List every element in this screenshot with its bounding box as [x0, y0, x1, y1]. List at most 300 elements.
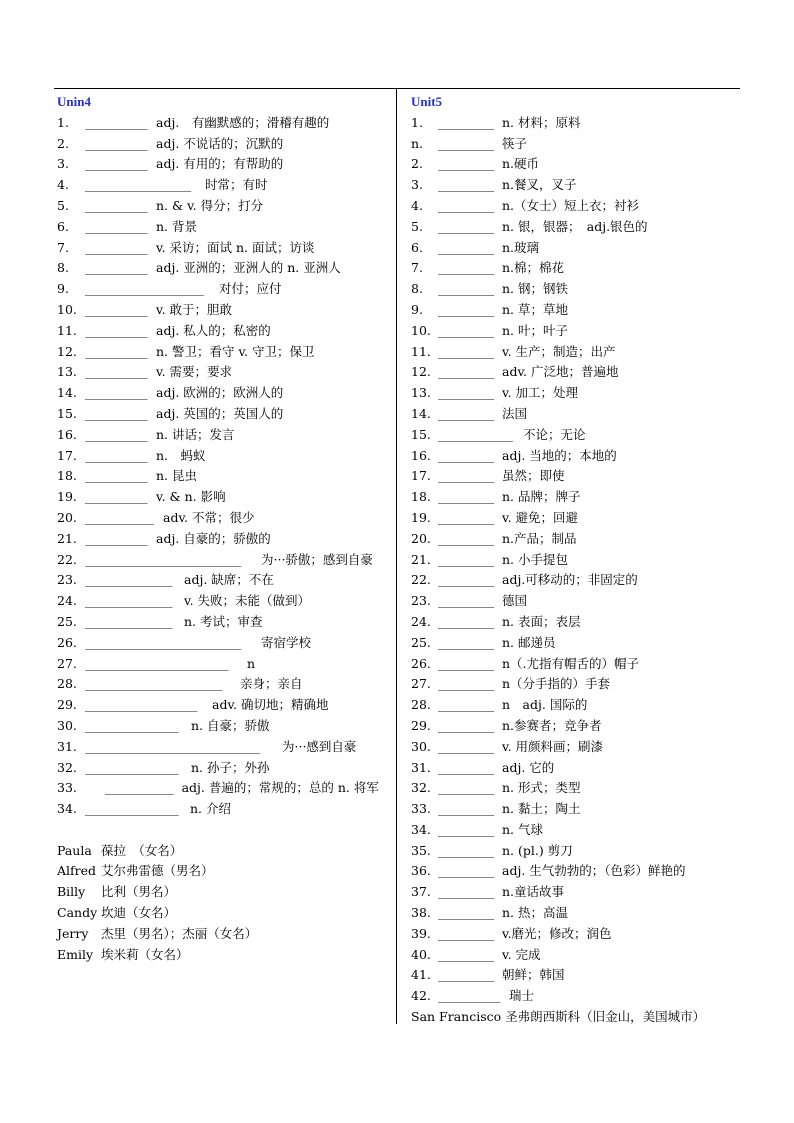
item-definition: n.童话故事 — [502, 884, 565, 900]
item-number: 18. — [411, 489, 431, 505]
unit4-item — [57, 342, 387, 363]
item-number: 30. — [57, 717, 77, 733]
item-number: 3. — [411, 177, 423, 193]
item-number: 40. — [411, 946, 431, 962]
unit5-column — [411, 92, 737, 1028]
item-blank: ____________________________ — [85, 738, 260, 754]
san-francisco-entry: San Francisco 圣弗朗西斯科（旧金山，美国城市） — [411, 1009, 706, 1025]
item-number: 15. — [57, 405, 77, 421]
item-definition: n. 警卫；看守 v. 守卫；保卫 — [156, 343, 315, 359]
unit4-item — [57, 529, 387, 550]
item-number: 21. — [411, 551, 431, 567]
item-blank: _________ — [438, 218, 495, 234]
item-definition: n（分手指的）手套 — [502, 676, 611, 692]
item-blank: __________ — [85, 405, 148, 421]
item-blank: __________ — [85, 426, 148, 442]
item-definition: n — [247, 655, 256, 671]
item-definition: adj. 有用的；有帮助的 — [156, 156, 284, 172]
item-definition: adj. 缺席；不在 — [184, 572, 274, 588]
unit5-item — [411, 778, 737, 799]
item-definition: n. 形式；类型 — [502, 780, 581, 796]
unit4-item — [57, 175, 387, 196]
item-number: 25. — [411, 634, 431, 650]
item-definition: 虽然；即使 — [502, 468, 565, 484]
name-chinese: 比利（男名） — [101, 884, 177, 900]
name-chinese: 葆拉 （女名） — [101, 842, 183, 858]
unit4-word-list — [57, 113, 387, 779]
item-definition: adj. 不说话的；沉默的 — [156, 135, 284, 151]
unit4-item — [57, 716, 387, 737]
item-blank: __________ — [438, 988, 501, 1004]
item-number: 1. — [57, 114, 69, 130]
item-number: 7. — [411, 260, 423, 276]
item-blank: _________ — [438, 676, 495, 692]
item-definition: 时常；有时 — [205, 177, 268, 193]
unit4-item — [57, 134, 387, 155]
item-definition: n. 草；草地 — [502, 301, 568, 317]
unit5-item — [411, 986, 737, 1007]
item-blank: _________ — [438, 613, 495, 629]
item-number: 5. — [57, 197, 69, 213]
item-number: 17. — [411, 468, 431, 484]
unit5-item — [411, 175, 737, 196]
item-definition: v. 失败；未能（做到） — [184, 593, 311, 609]
item-number: 32. — [57, 759, 77, 775]
unit5-item — [411, 924, 737, 945]
unit5-item — [411, 654, 737, 675]
item-blank: __________ — [85, 322, 148, 338]
item-blank: ______________ — [85, 613, 173, 629]
unit5-item — [411, 196, 737, 217]
item-number: 15. — [411, 426, 431, 442]
unit4-item — [57, 695, 387, 716]
item-blank: _________ — [438, 405, 495, 421]
item-blank: _________ — [438, 530, 495, 546]
unit4-item — [57, 591, 387, 612]
name-english: Paula — [57, 842, 92, 858]
unit5-item — [411, 758, 737, 779]
unit4-item — [57, 654, 387, 675]
unit5-item — [411, 591, 737, 612]
name-english: Jerry — [57, 925, 89, 941]
unit5-item — [411, 841, 737, 862]
unit4-item — [57, 466, 387, 487]
unit4-item — [57, 238, 387, 259]
unit5-item — [411, 861, 737, 882]
item-blank: _________ — [438, 738, 495, 754]
unit5-item — [411, 134, 737, 155]
item-number: 2. — [57, 135, 69, 151]
item-blank: _________ — [438, 780, 495, 796]
name-chinese: 埃米莉（女名） — [101, 946, 189, 962]
item-blank: ____________ — [438, 426, 513, 442]
item-definition: n. 昆虫 — [156, 468, 197, 484]
item-number: n. — [411, 135, 424, 151]
item-definition: n. 邮递员 — [502, 634, 556, 650]
item-number: 5. — [411, 218, 423, 234]
unit4-item — [57, 279, 387, 300]
item-number: 4. — [411, 197, 423, 213]
item-number: 33. — [411, 801, 431, 817]
unit4-item — [57, 383, 387, 404]
unit5-item — [411, 113, 737, 134]
unit4-item — [57, 425, 387, 446]
item-blank: _________ — [438, 967, 495, 983]
item-definition: n. (pl.) 剪刀 — [502, 842, 573, 858]
item-blank: ___________________ — [85, 281, 204, 297]
unit4-item — [57, 508, 387, 529]
item-blank: __________ — [85, 468, 148, 484]
unit5-item — [411, 321, 737, 342]
unit5-item — [411, 342, 737, 363]
item-definition: n. 蚂蚁 — [156, 447, 206, 463]
unit5-item — [411, 570, 737, 591]
item-blank: _________ — [438, 489, 495, 505]
unit5-word-list — [411, 113, 737, 1007]
item-definition: v. & n. 影响 — [156, 489, 226, 505]
item-definition: n. 银，银器； adj.银色的 — [502, 218, 648, 234]
item-number: 7. — [57, 239, 69, 255]
unit4-item — [57, 633, 387, 654]
item-blank: __________ — [85, 385, 148, 401]
item-number: 39. — [411, 925, 431, 941]
item-definition: 瑞士 — [509, 988, 535, 1004]
item-definition: n. 材料；原料 — [502, 114, 581, 130]
item-definition: n.产品；制品 — [502, 530, 577, 546]
unit5-item — [411, 633, 737, 654]
unit5-item — [411, 737, 737, 758]
item-number: 23. — [57, 572, 77, 588]
item-definition: 亲身；亲自 — [240, 676, 303, 692]
unit5-item — [411, 945, 737, 966]
item-definition: adv. 广泛地；普遍地 — [502, 364, 619, 380]
unit4-item — [57, 321, 387, 342]
item-blank: _________ — [438, 655, 495, 671]
item-blank: __________ — [85, 135, 148, 151]
name-english: Billy — [57, 884, 86, 900]
item-blank: _________ — [438, 301, 495, 317]
item-number: 29. — [57, 697, 77, 713]
item-number: 14. — [411, 405, 431, 421]
unit4-item — [57, 737, 387, 758]
item-number: 22. — [411, 572, 431, 588]
item-number: 6. — [57, 218, 69, 234]
item-blank: _________ — [438, 197, 495, 213]
unit4-item — [57, 196, 387, 217]
item-number: 11. — [57, 322, 77, 338]
item-definition: adj. 普遍的；常规的；总的 n. 将军 — [181, 780, 379, 796]
unit5-item — [411, 903, 737, 924]
item-definition: adj. 有幽默感的；滑稽有趣的 — [156, 114, 330, 130]
item-definition: adj. 它的 — [502, 759, 555, 775]
item-number: 20. — [411, 530, 431, 546]
item-number: 32. — [411, 780, 431, 796]
item-definition: n. 叶；叶子 — [502, 322, 568, 338]
item-number: 4. — [57, 177, 69, 193]
unit4-item — [57, 446, 387, 467]
item-number: 6. — [411, 239, 423, 255]
name-english: Emily — [57, 946, 94, 962]
item-blank: _______________ — [85, 759, 179, 775]
item-blank: _________ — [438, 593, 495, 609]
unit5-item — [411, 882, 737, 903]
unit4-item — [57, 300, 387, 321]
unit4-item — [57, 113, 387, 134]
item-blank: __________________ — [85, 697, 198, 713]
item-definition: v.磨光；修改；润色 — [502, 925, 612, 941]
unit4-item-33 — [57, 778, 387, 799]
item-number: 8. — [411, 281, 423, 297]
item-number: 27. — [411, 676, 431, 692]
item-blank: _________ — [438, 447, 495, 463]
item-blank: __________ — [85, 260, 148, 276]
unit5-item — [411, 612, 737, 633]
top-rule — [54, 88, 740, 89]
item-blank: _________ — [438, 509, 495, 525]
item-number: 24. — [411, 613, 431, 629]
item-blank: _________ — [438, 946, 495, 962]
item-definition: n. 气球 — [502, 821, 543, 837]
item-number: 31. — [57, 738, 77, 754]
item-number: 13. — [57, 364, 77, 380]
item-number: 16. — [411, 447, 431, 463]
item-number: 19. — [57, 489, 77, 505]
item-definition: 德国 — [502, 593, 528, 609]
item-blank: __________ — [85, 489, 148, 505]
name-entry — [57, 841, 387, 862]
item-blank: __________ — [85, 114, 148, 130]
unit5-item — [411, 238, 737, 259]
unit4-item — [57, 362, 387, 383]
column-divider — [396, 88, 397, 1024]
item-blank: _________ — [438, 177, 495, 193]
item-definition: adj. 生气勃勃的；（色彩）鲜艳的 — [502, 863, 686, 879]
unit4-item — [57, 487, 387, 508]
unit5-item — [411, 716, 737, 737]
unit5-title: Unit5 — [411, 94, 443, 109]
unit4-item — [57, 674, 387, 695]
unit4-item — [57, 570, 387, 591]
item-definition: n. 表面；表层 — [502, 613, 581, 629]
item-blank: _________________ — [85, 177, 192, 193]
item-definition: 朝鲜；韩国 — [502, 967, 565, 983]
item-number: 2. — [411, 156, 423, 172]
name-chinese: 杰里（男名）；杰丽（女名） — [101, 925, 258, 941]
unit5-item — [411, 362, 737, 383]
item-number: 41. — [411, 967, 431, 983]
item-blank: _________ — [438, 884, 495, 900]
unit5-item — [411, 446, 737, 467]
item-number: 36. — [411, 863, 431, 879]
unit5-item — [411, 300, 737, 321]
unit4-item — [57, 258, 387, 279]
item-number: 20. — [57, 509, 77, 525]
item-number: 42. — [411, 988, 431, 1004]
item-number: 24. — [57, 593, 77, 609]
item-blank: _________ — [438, 905, 495, 921]
item-number: 30. — [411, 738, 431, 754]
item-definition: n.玻璃 — [502, 239, 540, 255]
item-blank: ______________ — [85, 593, 173, 609]
item-blank: __________ — [85, 530, 148, 546]
item-blank: _________ — [438, 281, 495, 297]
unit4-item-34 — [57, 799, 387, 820]
unit5-item — [411, 487, 737, 508]
item-blank: _________ — [438, 343, 495, 359]
item-definition: 寄宿学校 — [261, 634, 312, 650]
item-definition: n adj. 国际的 — [502, 697, 588, 713]
item-definition: v. 避免；回避 — [502, 509, 579, 525]
unit4-item — [57, 404, 387, 425]
item-definition: n. 介绍 — [190, 801, 231, 817]
item-blank: ___________ — [85, 509, 154, 525]
item-number: 3. — [57, 156, 69, 172]
item-number: 26. — [57, 634, 77, 650]
unit4-item — [57, 550, 387, 571]
item-definition: n. & v. 得分；打分 — [156, 197, 264, 213]
item-number: 29. — [411, 717, 431, 733]
item-definition: n. 品牌；牌子 — [502, 489, 581, 505]
item-definition: n. 自豪；骄傲 — [191, 717, 270, 733]
item-number: 34. — [57, 801, 77, 817]
item-number: 1. — [411, 114, 423, 130]
item-blank: _________ — [438, 114, 495, 130]
item-number: 8. — [57, 260, 69, 276]
item-blank: _________ — [438, 925, 495, 941]
item-definition: n. 热；高温 — [502, 905, 568, 921]
item-blank: _________ — [438, 801, 495, 817]
item-blank: _________ — [438, 260, 495, 276]
unit5-item — [411, 404, 737, 425]
item-number: 10. — [411, 322, 431, 338]
item-definition: 对付；应付 — [219, 281, 282, 297]
item-number: 34. — [411, 821, 431, 837]
item-blank: __________ — [85, 239, 148, 255]
item-definition: n. 小手提包 — [502, 551, 568, 567]
item-blank: _________ — [438, 135, 495, 151]
unit5-item — [411, 799, 737, 820]
item-blank: _________ — [438, 863, 495, 879]
item-definition: 为···感到自豪 — [282, 738, 357, 754]
item-blank: _________ — [438, 842, 495, 858]
item-definition: n（.尤指有帽舌的）帽子 — [502, 655, 640, 671]
item-number: 13. — [411, 385, 431, 401]
item-blank: _________ — [438, 821, 495, 837]
item-definition: 为···骄傲；感到自豪 — [261, 551, 373, 567]
item-number: 28. — [411, 697, 431, 713]
unit5-item — [411, 695, 737, 716]
item-definition: adj. 自豪的；骄傲的 — [156, 530, 271, 546]
item-blank: _________ — [438, 385, 495, 401]
item-blank: _______________ — [85, 717, 179, 733]
item-blank: _________ — [438, 239, 495, 255]
item-definition: v. 完成 — [502, 946, 541, 962]
item-blank: _________ — [438, 759, 495, 775]
name-entry — [57, 903, 387, 924]
item-blank: ______________ — [85, 572, 173, 588]
name-chinese: 艾尔弗雷德（男名） — [101, 863, 214, 879]
item-definition: v. 生产；制造；出产 — [502, 343, 616, 359]
item-blank: _________ — [438, 364, 495, 380]
item-definition: 筷子 — [502, 135, 528, 151]
item-blank: __________ — [85, 301, 148, 317]
unit5-item — [411, 674, 737, 695]
unit5-item — [411, 425, 737, 446]
item-number: 12. — [411, 364, 431, 380]
item-number: 12. — [57, 343, 77, 359]
item-definition: n.（女士）短上衣；衬衫 — [502, 197, 640, 213]
unit5-item — [411, 550, 737, 571]
item-number: 16. — [57, 426, 77, 442]
item-number: 10. — [57, 301, 77, 317]
item-number: 37. — [411, 884, 431, 900]
item-blank: __________ — [85, 197, 148, 213]
item-blank: _________ — [438, 717, 495, 733]
item-definition: n.参赛者；竞争者 — [502, 717, 602, 733]
item-definition: n.棉；棉花 — [502, 260, 565, 276]
unit4-item — [57, 217, 387, 238]
item-number: 28. — [57, 676, 77, 692]
item-blank: __________ — [85, 364, 148, 380]
item-blank: __________ — [85, 447, 148, 463]
item-number: 26. — [411, 655, 431, 671]
item-definition: adj. 当地的；本地的 — [502, 447, 617, 463]
item-number: 33. — [57, 780, 77, 796]
item-blank: _________________________ — [85, 634, 242, 650]
unit5-item — [411, 529, 737, 550]
item-definition: n. 钢；钢铁 — [502, 281, 568, 297]
item-blank: ______________________ — [85, 676, 223, 692]
item-definition: 法国 — [502, 405, 528, 421]
unit4-title: Unin4 — [57, 94, 91, 109]
unit5-item — [411, 965, 737, 986]
item-definition: v. 加工；处理 — [502, 385, 579, 401]
item-definition: n.餐叉，叉子 — [502, 177, 577, 193]
item-number: 31. — [411, 759, 431, 775]
item-definition: n.硬币 — [502, 156, 540, 172]
unit4-item — [57, 154, 387, 175]
item-number: 11. — [411, 343, 431, 359]
item-definition: n. 黏土；陶土 — [502, 801, 581, 817]
item-number: 9. — [411, 301, 423, 317]
item-definition: adj. 欧洲的；欧洲人的 — [156, 385, 284, 401]
name-english: Alfred — [57, 863, 97, 879]
item-definition: adj. 亚洲的；亚洲人的 n. 亚洲人 — [156, 260, 341, 276]
unit5-item — [411, 466, 737, 487]
item-blank: _________ — [438, 572, 495, 588]
item-blank: _______________ — [85, 801, 179, 817]
item-number: 18. — [57, 468, 77, 484]
item-definition: adj.可移动的；非固定的 — [502, 572, 638, 588]
item-blank: _________ — [438, 634, 495, 650]
item-blank: _________ — [438, 322, 495, 338]
name-entry — [57, 882, 387, 903]
item-definition: n. 讲话；发言 — [156, 426, 235, 442]
item-blank: __________ — [85, 218, 148, 234]
item-number: 21. — [57, 530, 77, 546]
unit4-item — [57, 758, 387, 779]
item-blank: _______________________ — [85, 655, 229, 671]
item-definition: n. 孙子；外孙 — [191, 759, 270, 775]
name-chinese: 坎迪（女名） — [101, 905, 177, 921]
names-list — [57, 841, 387, 966]
item-blank: _________ — [438, 468, 495, 484]
item-definition: 不论；无论 — [523, 426, 586, 442]
unit5-item — [411, 508, 737, 529]
name-entry — [57, 945, 387, 966]
item-definition: v. 敢于；胆敢 — [156, 301, 233, 317]
unit5-item — [411, 383, 737, 404]
